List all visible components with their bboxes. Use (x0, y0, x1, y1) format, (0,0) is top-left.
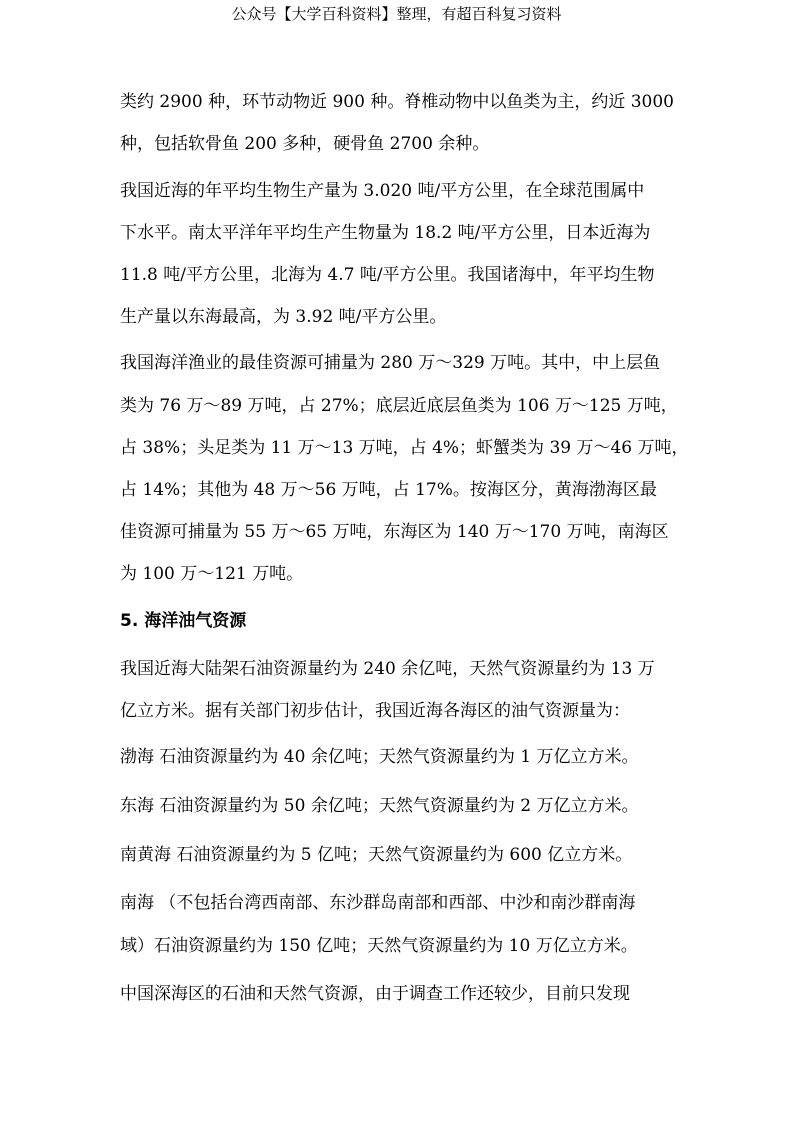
text-line: 域）石油资源量约为 150 亿吨；天然气资源量约为 10 万亿立方米。 (120, 936, 638, 956)
text-line: 渤海 石油资源量约为 40 余亿吨；天然气资源量约为 1 万亿立方米。 (120, 747, 639, 767)
text-line: 占 38%；头足类为 11 万～13 万吨，占 4%；虾蟹类为 39 万～46 万吨， (120, 438, 689, 458)
text-line: 我国近海的年平均生物生产量为 3.020 吨/平方公里，在全球范围属中 (120, 181, 645, 201)
text-line: 中国深海区的石油和天然气资源，由于调查工作还较少，目前只发现 (120, 984, 630, 1004)
text-line: 为 100 万～121 万吨。 (120, 564, 304, 584)
section-heading: 5. 海洋油气资源 (120, 611, 247, 631)
text-line: 亿立方米。据有关部门初步估计，我国近海各海区的油气资源量为： (120, 701, 630, 721)
text-line: 东海 石油资源量约为 50 余亿吨；天然气资源量约为 2 万亿立方米。 (120, 796, 639, 816)
text-line: 占 14%；其他为 48 万～56 万吨，占 17%。按海区分，黄海渤海区最 (120, 480, 657, 500)
text-line: 11.8 吨/平方公里，北海为 4.7 吨/平方公里。我国诸海中，年平均生物 (120, 265, 655, 285)
text-line: 种，包括软骨鱼 200 多种，硬骨鱼 2700 余种。 (120, 134, 490, 154)
text-line: 佳资源可捕量为 55 万～65 万吨，东海区为 140 万～170 万吨，南海区 (120, 522, 669, 542)
text-line: 我国近海大陆架石油资源量约为 240 余亿吨，天然气资源量约为 13 万 (120, 659, 655, 679)
text-line: 类为 76 万～89 万吨，占 27%；底层近底层鱼类为 106 万～125 万吨， (120, 396, 678, 416)
page-header: 公众号【大学百科资料】整理，有超百科复习资料 (231, 5, 562, 23)
text-line: 类约 2900 种，环节动物近 900 种。脊椎动物中以鱼类为主，约近 3000 (120, 92, 674, 112)
text-line: 我国海洋渔业的最佳资源可捕量为 280 万～329 万吨。其中，中上层鱼 (120, 353, 661, 373)
text-line: 下水平。南太平洋年平均生产生物量为 18.2 吨/平方公里，日本近海为 (120, 223, 651, 243)
text-line: 南海 （不包括台湾西南部、东沙群岛南部和西部、中沙和南沙群南海 (120, 893, 636, 913)
text-line: 生产量以东海最高，为 3.92 吨/平方公里。 (120, 307, 447, 327)
text-line: 南黄海 石油资源量约为 5 亿吨；天然气资源量约为 600 亿立方米。 (120, 845, 633, 865)
